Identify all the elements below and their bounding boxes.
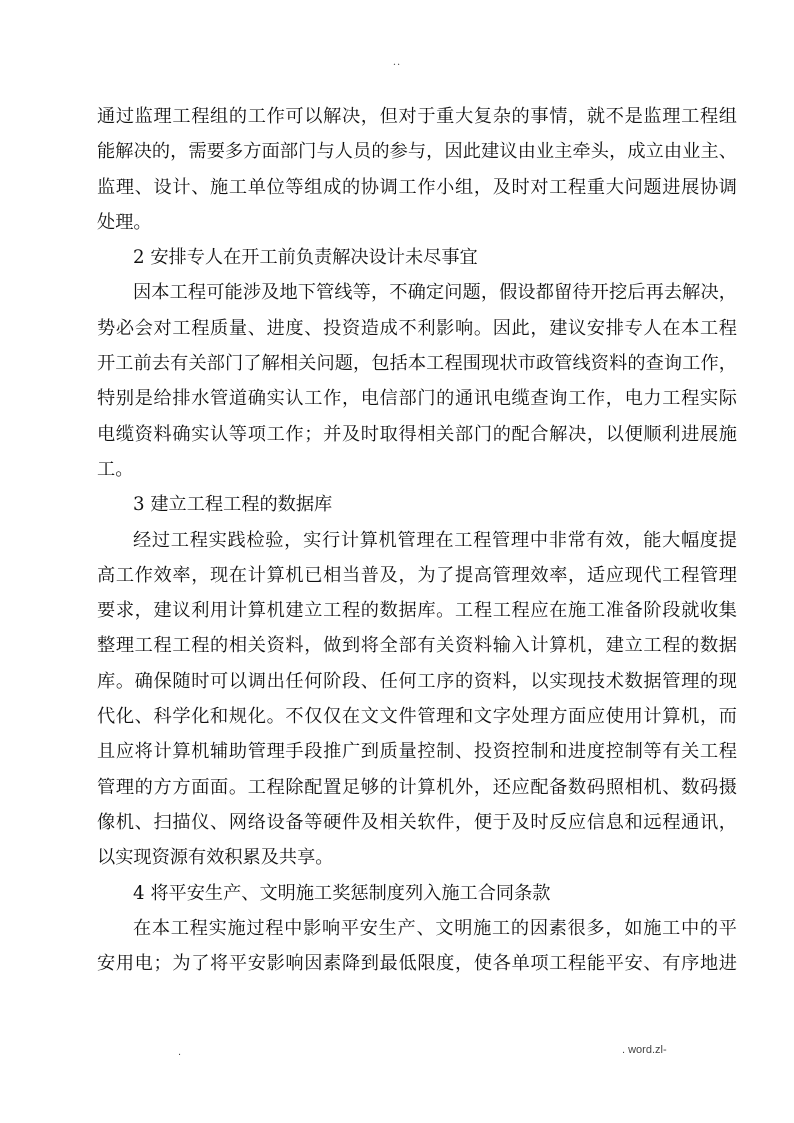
text-line: 通过监理工程组的工作可以解决，但对于重大复杂的事情，就不是监理工程组 <box>97 106 737 127</box>
text-line: 监理、设计、施工单位等组成的协调工作小组，及时对工程重大问题进展协调 <box>97 176 737 198</box>
document-body <box>97 99 737 981</box>
text-line: 开工前去有关部门了解相关问题，包括本工程围现状市政管线资料的查询工作， <box>97 353 737 375</box>
section-heading: 4 将平安生产、文明施工奖惩制度列入施工合同条款 <box>133 882 551 904</box>
footer-dot: . <box>178 1046 182 1058</box>
text-line: 管理的方方面面。工程除配置足够的计算机外，还应配备数码照相机、数码摄 <box>97 776 737 798</box>
text-line: 特别是给排水管道确实认工作，电信部门的通讯电缆查询工作，电力工程实际 <box>97 388 737 410</box>
text-line: 以实现资源有效积累及共享。 <box>97 847 334 869</box>
text-line: 处理。 <box>97 211 152 233</box>
text-line: 在本工程实施过程中影响平安生产、文明施工的因素很多，如施工中的平 <box>133 917 737 939</box>
text-line: 代化、科学化和规化。不仅仅在文文件管理和文字处理方面应使用计算机，而 <box>97 706 737 728</box>
text-line: 库。确保随时可以调出任何阶段、任何工序的资料，以实现技术数据管理的现 <box>97 670 737 692</box>
text-line: 要求，建议利用计算机建立工程的数据库。工程工程应在施工准备阶段就收集 <box>97 600 737 622</box>
text-line: 能解决的，需要多方面部门与人员的参与，因此建议由业主牵头，成立由业主、 <box>97 141 737 163</box>
page-footer: . word.zl- <box>622 1044 667 1056</box>
text-line: 工。 <box>97 458 134 480</box>
text-line: 且应将计算机辅助管理手段推广到质量控制、投资控制和进度控制等有关工程 <box>97 741 737 763</box>
text-line: 像机、扫描仪、网络设备等硬件及相关软件，便于及时反应信息和远程通讯， <box>97 811 737 833</box>
page-header-mark: .. <box>392 57 402 68</box>
section-heading: 3 建立工程工程的数据库 <box>133 494 333 516</box>
text-line: 安用电；为了将平安影响因素降到最低限度，使各单项工程能平安、有序地进 <box>97 953 737 975</box>
text-line: 经过工程实践检验，实行计算机管理在工程管理中非常有效，能大幅度提 <box>133 529 737 551</box>
section-heading: 2 安排专人在开工前负责解决设计未尽事宜 <box>133 247 478 269</box>
text-line: 整理工程工程的相关资料，做到将全部有关资料输入计算机，建立工程的数据 <box>97 635 737 657</box>
text-line: 电缆资料确实认等项工作；并及时取得相关部门的配合解决，以便顺利进展施 <box>97 423 737 445</box>
text-line: 高工作效率，现在计算机已相当普及，为了提高管理效率，适应现代工程管理 <box>97 564 737 586</box>
text-line: 势必会对工程质量、进度、投资造成不利影响。因此，建议安排专人在本工程 <box>97 317 737 339</box>
text-line: 因本工程可能涉及地下管线等，不确定问题，假设都留待开挖后再去解决， <box>133 282 737 304</box>
